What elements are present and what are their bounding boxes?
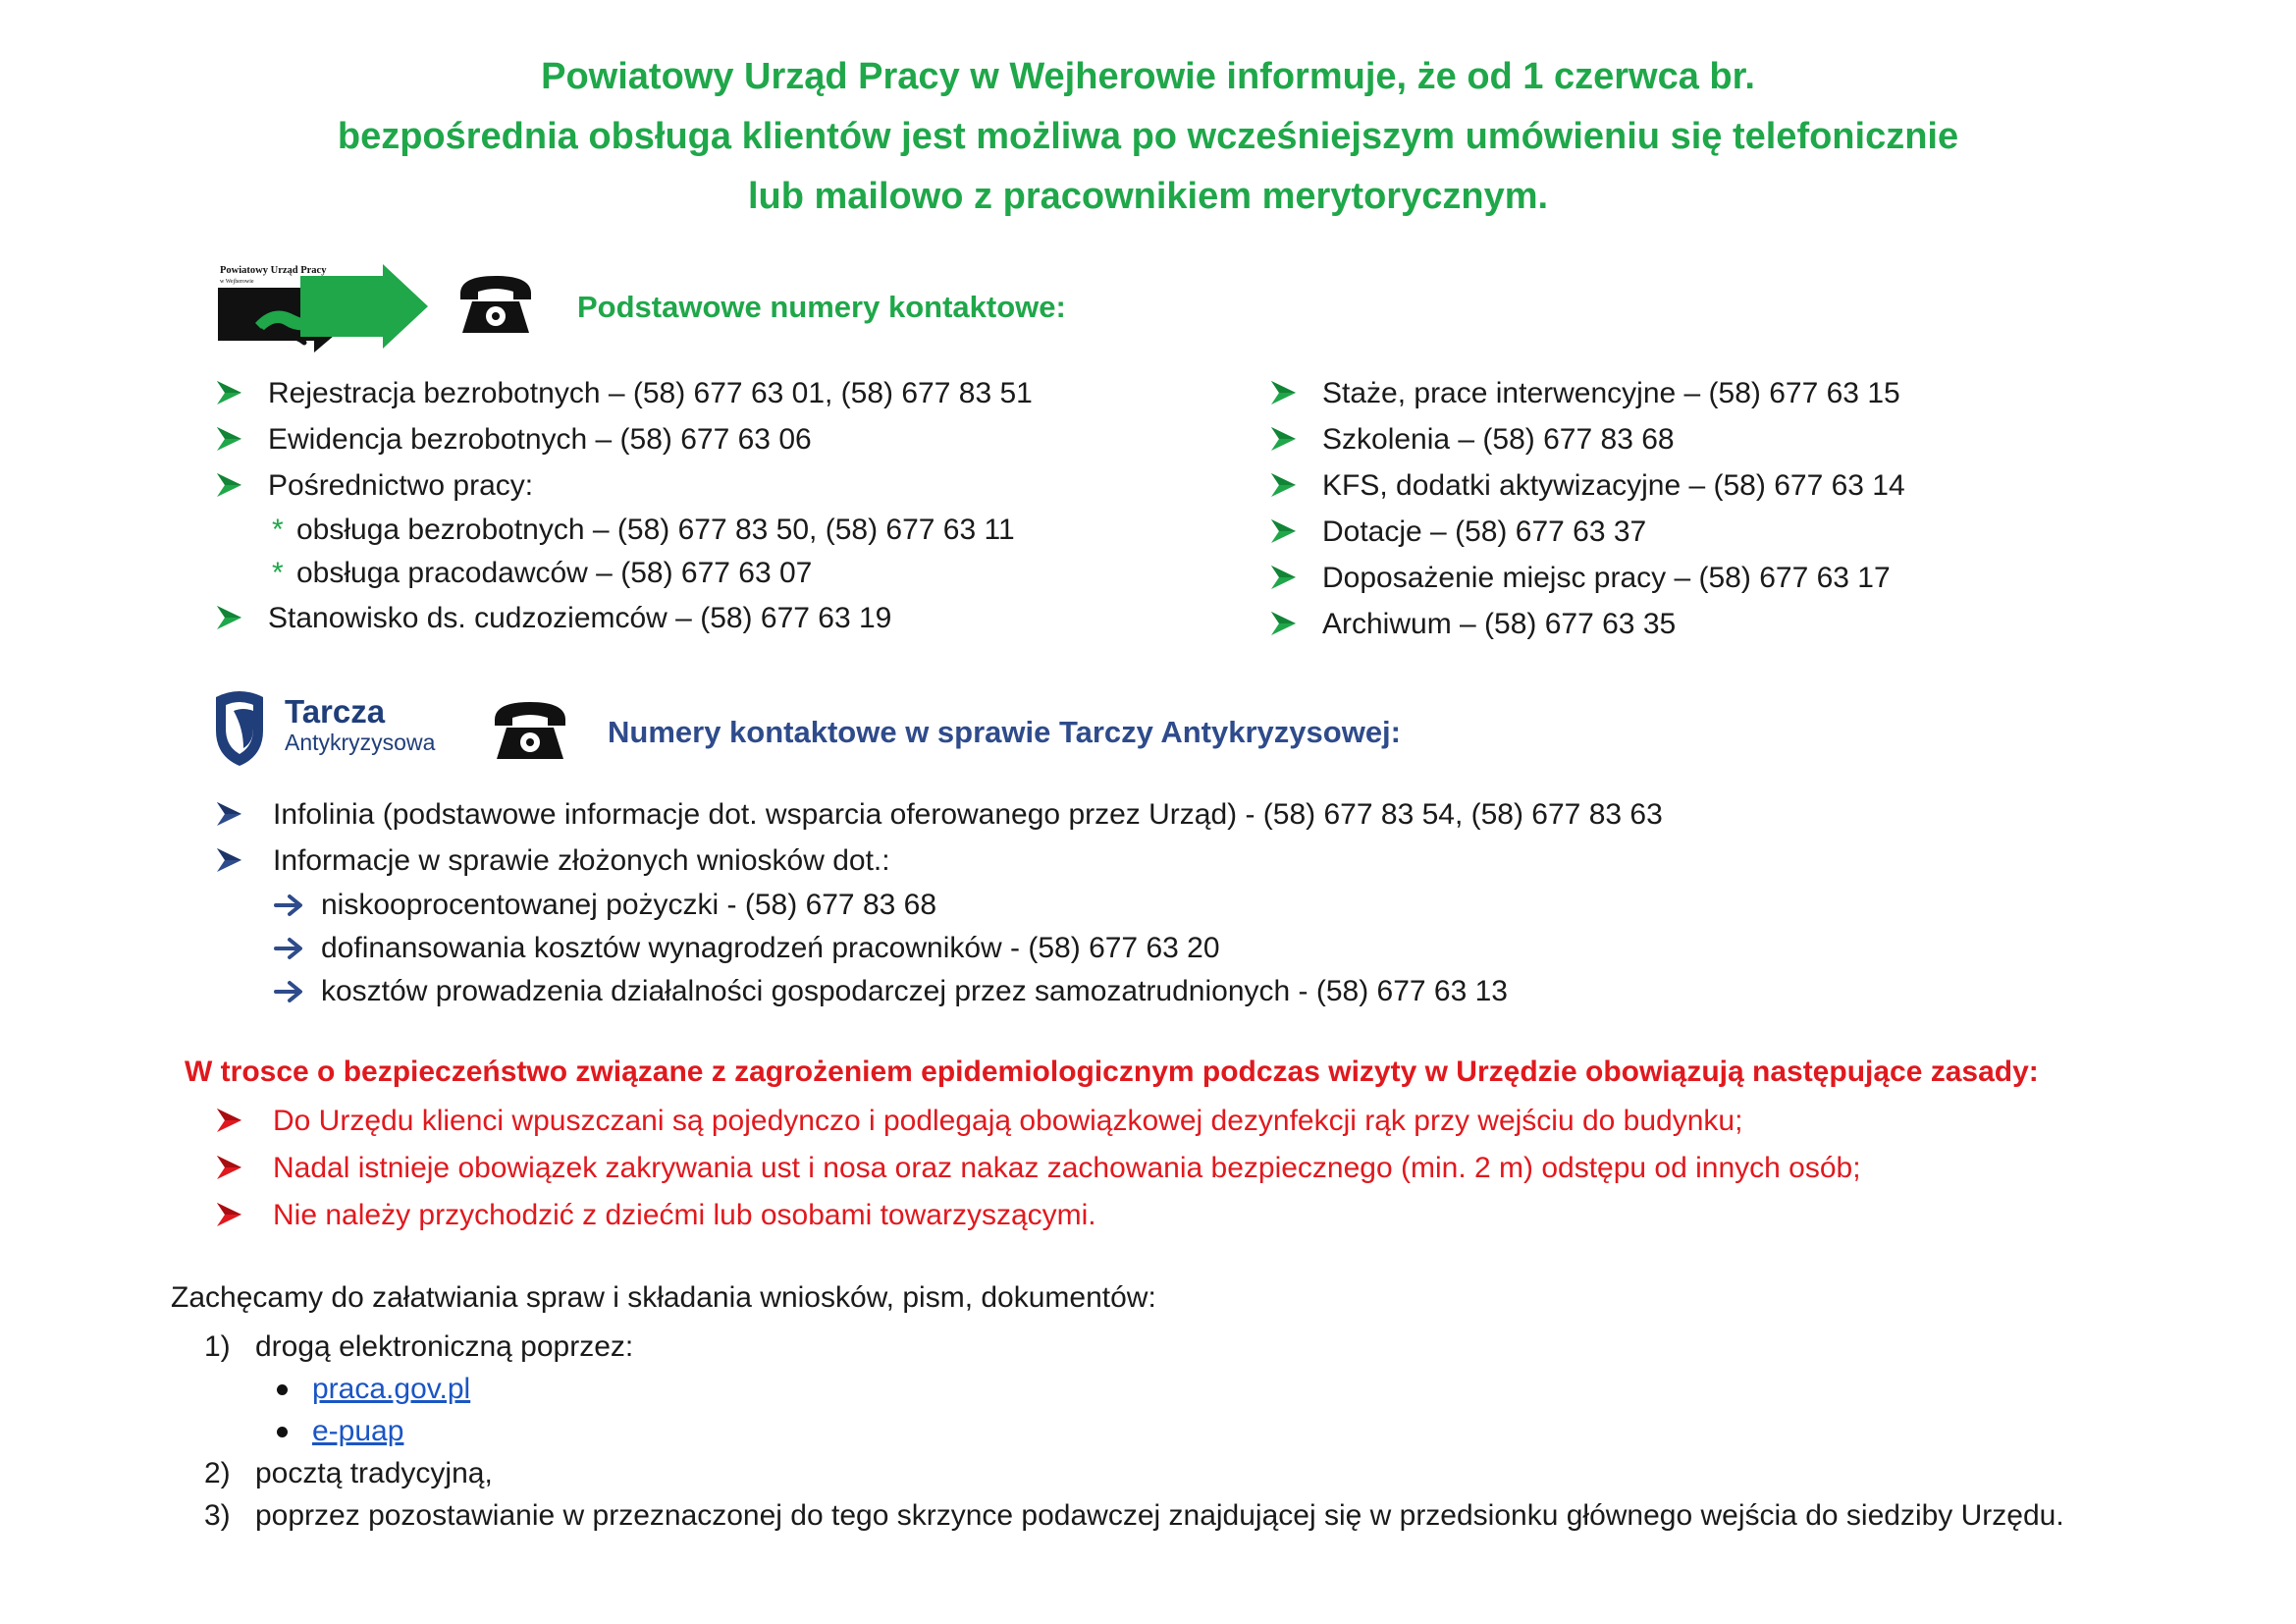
arrowhead-bullet-icon	[215, 801, 242, 827]
bullet-dot	[277, 1384, 288, 1395]
svg-text:Powiatowy Urząd Pracy: Powiatowy Urząd Pracy	[220, 265, 327, 276]
svg-text:Tarcza: Tarcza	[285, 693, 386, 730]
svg-text:Antykryzysowa: Antykryzysowa	[285, 730, 436, 755]
channels-heading: Zachęcamy do załatwiania spraw i składania wniosków, pism, dokumentów:	[171, 1281, 1156, 1314]
contact-section-title: Podstawowe numery kontaktowe:	[577, 290, 1066, 324]
contact-list-left	[215, 370, 1033, 641]
telephone-icon	[456, 272, 535, 337]
arrowhead-bullet-icon	[215, 1202, 242, 1227]
epuap-link[interactable]: e-puap	[312, 1415, 404, 1447]
safety-heading: W trosce o bezpieczeństwo związane z zagrożeniem epidemiologicznym podczas wizyty w Urzędzie obowiązują następujące zasady:	[185, 1056, 2039, 1088]
link-list	[171, 1368, 2064, 1452]
list-item: Rejestracja bezrobotnych – (58) 677 63 01, (58) 677 83 51	[215, 370, 1033, 416]
arrowhead-bullet-icon	[1269, 472, 1297, 498]
list-item: Archiwum – (58) 677 63 35	[1269, 601, 1905, 647]
title-line-1: Powiatowy Urząd Pracy w Wejherowie informuje, że od 1 czerwca br.	[541, 56, 1755, 97]
list-number: 2)	[204, 1457, 231, 1489]
sub-list-item: * obsługa pracodawców – (58) 677 63 07	[215, 552, 1033, 595]
arrowhead-bullet-icon	[1269, 611, 1297, 636]
list-number: 1)	[204, 1330, 231, 1363]
list-item: Nadal istnieje obowiązek zakrywania ust i nosa oraz nakaz zachowania bezpiecznego (min. 2 m) odstępu od innych osób;	[215, 1145, 1861, 1192]
sub-list-item: dofinansowania kosztów wynagrodzeń pracowników - (58) 677 63 20	[215, 927, 1663, 970]
bullet-dot	[277, 1427, 288, 1437]
arrowhead-bullet-icon	[1269, 565, 1297, 590]
list-item: Stanowisko ds. cudzoziemców – (58) 677 63 19	[215, 595, 1033, 641]
arrowhead-bullet-icon	[215, 1155, 242, 1180]
contact-section-header	[216, 260, 2081, 349]
asterisk-bullet: *	[272, 514, 284, 546]
pup-wejherowo-logo	[216, 260, 428, 352]
svg-text:w Wejherowie: w Wejherowie	[220, 279, 254, 285]
asterisk-bullet: *	[272, 557, 284, 589]
list-item	[171, 1410, 2064, 1452]
right-arrow-icon	[274, 980, 303, 1003]
list-number: 3)	[204, 1499, 231, 1532]
arrowhead-bullet-icon	[215, 426, 242, 452]
arrowhead-bullet-icon	[215, 472, 242, 498]
list-item: 3) poprzez pozostawianie w przeznaczonej do tego skrzynce podawczej znajdującej się w przedsionku głównego wejścia do siedziby Urzędu.	[171, 1494, 2064, 1537]
contact-list-right	[1269, 370, 1905, 647]
list-item: Dotacje – (58) 677 63 37	[1269, 509, 1905, 555]
telephone-icon	[491, 698, 569, 763]
list-item: Staże, prace interwencyjne – (58) 677 63 15	[1269, 370, 1905, 416]
list-item: Informacje w sprawie złożonych wniosków dot.:	[215, 838, 1663, 884]
tarcza-contact-list	[215, 791, 1663, 1013]
list-item: Do Urzędu klienci wpuszczani są pojedynczo i podlegają obowiązkowej dezynfekcji rąk przy wejściu do budynku;	[215, 1098, 1861, 1145]
title-line-2: bezpośrednia obsługa klientów jest możliwa po wcześniejszym umówieniu się telefonicznie	[337, 116, 1959, 157]
sub-list-item: niskooprocentowanej pożyczki - (58) 677 83 68	[215, 884, 1663, 927]
list-item: Nie należy przychodzić z dziećmi lub osobami towarzyszącymi.	[215, 1192, 1861, 1239]
list-item: Infolinia (podstawowe informacje dot. wsparcia oferowanego przez Urząd) - (58) 677 83 54, (58) 677 83 63	[215, 791, 1663, 838]
list-item: 2) pocztą tradycyjną,	[171, 1452, 2064, 1494]
list-item: Ewidencja bezrobotnych – (58) 677 63 06	[215, 416, 1033, 462]
arrowhead-bullet-icon	[1269, 426, 1297, 452]
arrowhead-bullet-icon	[215, 380, 242, 406]
list-item: Szkolenia – (58) 677 83 68	[1269, 416, 1905, 462]
list-item	[171, 1368, 2064, 1410]
list-item: KFS, dodatki aktywizacyjne – (58) 677 63 14	[1269, 462, 1905, 509]
sub-list-item: kosztów prowadzenia działalności gospodarczej przez samozatrudnionych - (58) 677 63 13	[215, 970, 1663, 1013]
list-item: 1) drogą elektroniczną poprzez:	[171, 1326, 2064, 1368]
announcement-title	[0, 47, 2296, 227]
arrowhead-bullet-icon	[215, 1108, 242, 1133]
arrowhead-bullet-icon	[1269, 518, 1297, 544]
arrowhead-bullet-icon	[215, 847, 242, 873]
right-arrow-icon	[274, 937, 303, 960]
arrowhead-bullet-icon	[1269, 380, 1297, 406]
right-arrow-icon	[274, 893, 303, 917]
title-line-3: lub mailowo z pracownikiem merytorycznym.	[747, 176, 1549, 217]
sub-list-item: * obsługa bezrobotnych – (58) 677 83 50, (58) 677 63 11	[215, 509, 1033, 552]
arrowhead-bullet-icon	[215, 605, 242, 630]
tarcza-antykryzysowa-logo	[210, 689, 465, 768]
channels-list	[171, 1326, 2064, 1537]
list-item: Pośrednictwo pracy:	[215, 462, 1033, 509]
praca-gov-link[interactable]: praca.gov.pl	[312, 1373, 471, 1405]
tarcza-section-header	[216, 689, 2081, 778]
list-item: Doposażenie miejsc pracy – (58) 677 63 17	[1269, 555, 1905, 601]
tarcza-section-title: Numery kontaktowe w sprawie Tarczy Antykryzysowej:	[608, 715, 1401, 749]
safety-rules-list	[215, 1098, 1861, 1239]
